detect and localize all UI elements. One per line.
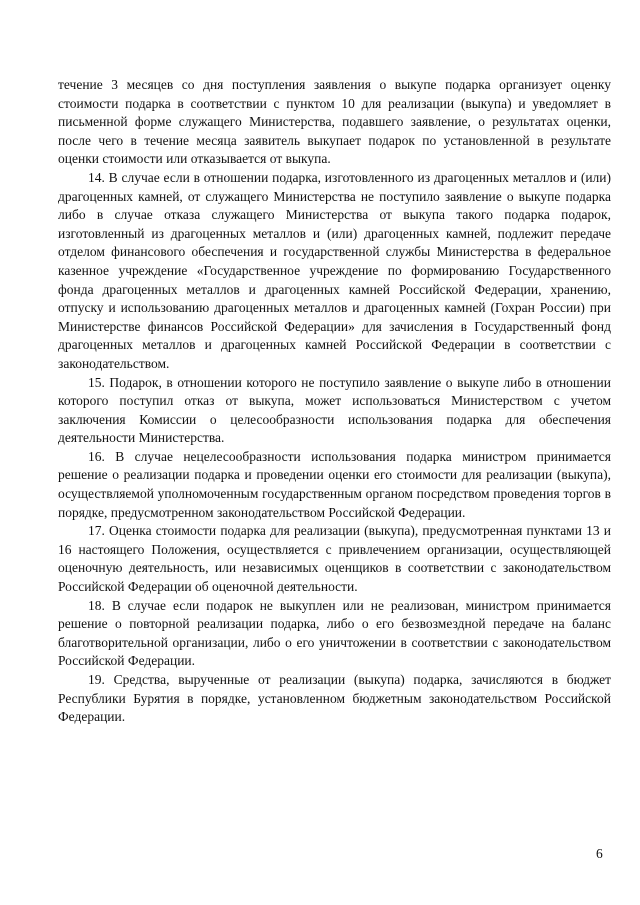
document-body [58,76,611,727]
paragraph-17: 17. Оценка стоимости подарка для реализации (выкупа), предусмотренная пунктами 13 и 16 настоящего Положения, осуществляется с привлечением организации, осуществляющей оценочную деятельность, или независимых оценщиков в соответствии с законодательством Российской Федерации об оценочной деятельности. [58,523,611,595]
paragraph-continuation: течение 3 месяцев со дня поступления заявления о выкупе подарка организует оценку стоимости подарка в соответствии с пунктом 10 для реализации (выкупа) и уведомляет в письменной форме служащего Министерства, подавшего заявление, о результатах оценки, после чего в течение месяца заявитель выкупает подарок по установленной в результате оценки стоимости или отказывается от выкупа. [58,77,611,167]
paragraph-15: 15. Подарок, в отношении которого не поступило заявление о выкупе либо в отношении которого поступил отказ от выкупа, может использоваться Министерством с учетом заключения Комиссии о целесообразности использования подарка для обеспечения деятельности Министерства. [58,374,611,446]
paragraph-16: 16. В случае нецелесообразности использования подарка министром принимается решение о реализации подарка и проведении оценки его стоимости для реализации (выкупа), осуществляемой уполномоченным государственным органом посредством проведения торгов в порядке, предусмотренном законодательством Российской Федерации. [58,448,611,520]
paragraph-18: 18. В случае если подарок не выкуплен или не реализован, министром принимается решение о повторной реализации подарка, либо о его безвозмездной передаче на баланс благотворительной организации, либо о его уничтожении в соответствии с законодательством Российской Федерации. [58,597,611,669]
paragraph-14: 14. В случае если в отношении подарка, изготовленного из драгоценных металлов и (или) драгоценных камней, от служащего Министерства не поступило заявление о выкупе подарка либо в случае отказа служащего Министерства от выкупа такого подарка подарок, изготовленный из драгоценных металлов и (или) драгоценных камней, подлежит передаче отделом финансового обеспечения и государственной службы Министерства в федеральное казенное учреждение «Государственное учреждение по формированию Государственного фонда драгоценных металлов и драгоценных камней Российской Федерации, хранению, отпуску и использованию драгоценных металлов и драгоценных камней (Гохран России) при Министерстве финансов Российской Федерации» для зачисления в Государственный фонд драгоценных металлов и драгоценных камней Российской Федерации в соответствии с законодательством. [58,169,611,371]
paragraph-19: 19. Средства, вырученные от реализации (выкупа) подарка, зачисляются в бюджет Республики Бурятия в порядке, установленном бюджетным законодательством Российской Федерации. [58,672,611,725]
page-number: 6 [596,846,603,861]
